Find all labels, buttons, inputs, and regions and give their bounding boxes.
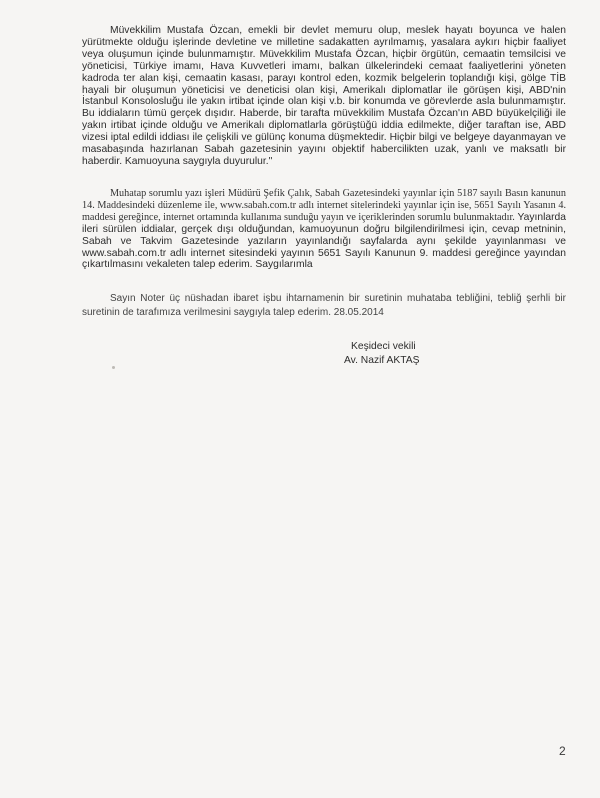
signature-name: Av. Nazif AKTAŞ — [344, 355, 420, 366]
paragraph-notary-request: Sayın Noter üç nüshadan ibaret işbu ihtarnamenin bir suretinin muhataba tebliğini, tebliğ şerhli bir suretinin de tarafımıza verilmesini saygıyla talep ederim. 28.05.2014 — [82, 293, 566, 318]
paragraph-statement: Müvekkilim Mustafa Özcan, emekli bir devlet memuru olup, meslek hayatı boyunca ve halen yürütmekte olduğu işlerinde devletine ve milletine sadakatten ayrılmamış, yasalara aykırı hiçbir faaliyet veya oluşumun içinde bulunmamıştır. Müvekkilim Mustafa Özcan, hiçbir örgütün, cemaatin temsilcisi ve yöneticisi, Türkiye imamı, Hava Kuvvetleri imamı, balkan ülkelerindeki cemaat faaliyetlerini yöneten kadroda ter alan kişi, cemaatin kasası, parayı kontrol eden, kozmik belgelerin toplandığı kişi, gölge TİB hayali bir oluşumun yöneticisi ve deneticisi olan kişi, Amerikalı diplomatlar ile görüşen kişi, ABD'nin İstanbul Konsolosluğu ile yakın irtibat içinde olan kişi v.b. bir konumda ve görevlerde asla bulunmamıştır. Bu iddiaların tümü gerçek dışıdır. Haberde, bir tarafta müvekkilim Mustafa Özcan'ın ABD büyükelçiliği ile yakın irtibat içinde olduğu ve Amerikalı diplomatlarla görüştüğü iddia edilmekte, diğer taraftan ise, ABD vizesi iptal edildi iddiası ile çelişkili ve gülünç konuma düşmektedir. Hiçbir bilgi ve belgeye dayanmayan ve masabaşında hazırlanan Sabah gazetesinin yayını objektif habercilikten uzak, yanlı ve maksatlı bir haberdir. Kamuoyuna saygıyla duyurulur." — [82, 25, 566, 167]
page-number: 2 — [559, 744, 566, 758]
paragraph-publication-request: Yayınlarda ileri sürülen iddialar, gerçek dışı olduğundan, kamuoyunun doğru bilgilendirilmesi için, cevap metninin, Sabah ve Takvim Gazetesinde yazıların yayınlandığı sayfalarda aynı şekilde yayınlanması ve www.sabah.com.tr adlı internet sitesindeki yayının 5651 Sayılı Kanunun 9. maddesi gereğince yayından çıkartılmasını vekaleten talep ederim. Saygılarımla — [82, 211, 566, 271]
scan-speck — [112, 366, 115, 369]
paragraph-legal-request — [82, 188, 566, 271]
paragraph-legal-basis: Muhatap sorumlu yazı işleri Müdürü Şefik Çalık, Sabah Gazetesindeki yayınlar için 5187 sayılı Basın kanunun 14. Maddesindeki düzenleme ile, www.sabah.com.tr adlı internet sitelerindeki yayınlar için ise, 5651 Sayılı Yasanın 4. maddesi gereğince, internet ortamında kullanıma sunduğu yayın ve içeriklerinden sorumlu bulunmaktadır. — [82, 188, 566, 223]
signature-title: Keşideci vekili — [351, 341, 416, 352]
